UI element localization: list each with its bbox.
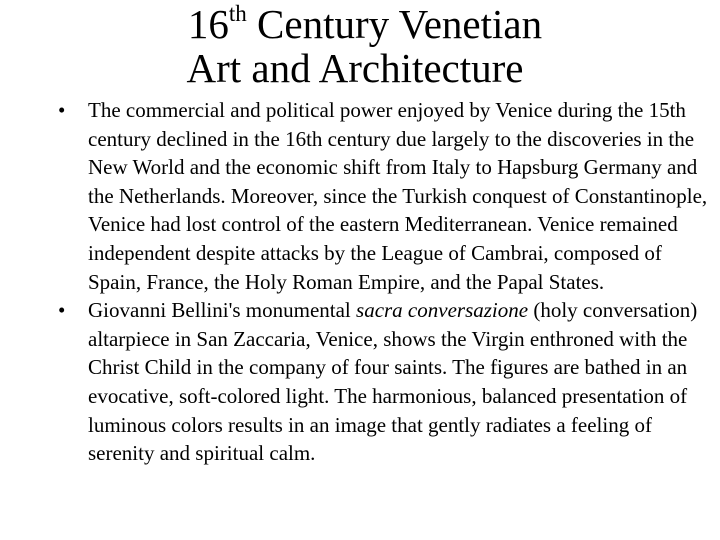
title-ordinal-suffix: th [228, 1, 247, 27]
bullet-item-venice-decline [58, 96, 718, 296]
bullet-icon: • [58, 298, 66, 323]
slide-title [0, 2, 720, 90]
bullet-text-after: (holy conversation) altarpiece in San Zaccaria, Venice, shows the Virgin enthroned with the Christ Child in the company of four saints. The figures are bathed in an evocative, soft-colored light. The harmonious, balanced presentation of luminous colors results in an image that gently radiates a feeling of serenity and spiritual calm. [88, 298, 698, 466]
title-line-2: Art and Architecture [186, 45, 524, 91]
bullet-text [88, 296, 718, 468]
bullet-icon: • [58, 98, 66, 122]
bullet-text-before: Giovanni Bellini's monumental [88, 298, 357, 323]
title-line-1-text: Century Venetian [246, 1, 543, 47]
title-line-1 [0, 2, 720, 46]
title-number: 16 [187, 1, 229, 47]
bullet-item-bellini-altarpiece [58, 296, 718, 468]
bullet-text-italic: sacra conversazione [356, 298, 529, 323]
bullet-text: The commercial and political power enjoyed by Venice during the 15th century declined in the 16th century due largely to the discoveries in the New World and the economic shift from Italy to Hapsburg Germany and the Netherlands. Moreover, since the Turkish conquest of Constantinople, Venice had lost control of the eastern Mediterranean. Venice remained independent despite attacks by the League of Cambrai, composed of Spain, France, the Holy Roman Empire, and the Papal States. [88, 98, 708, 294]
bullet-list [58, 96, 718, 468]
